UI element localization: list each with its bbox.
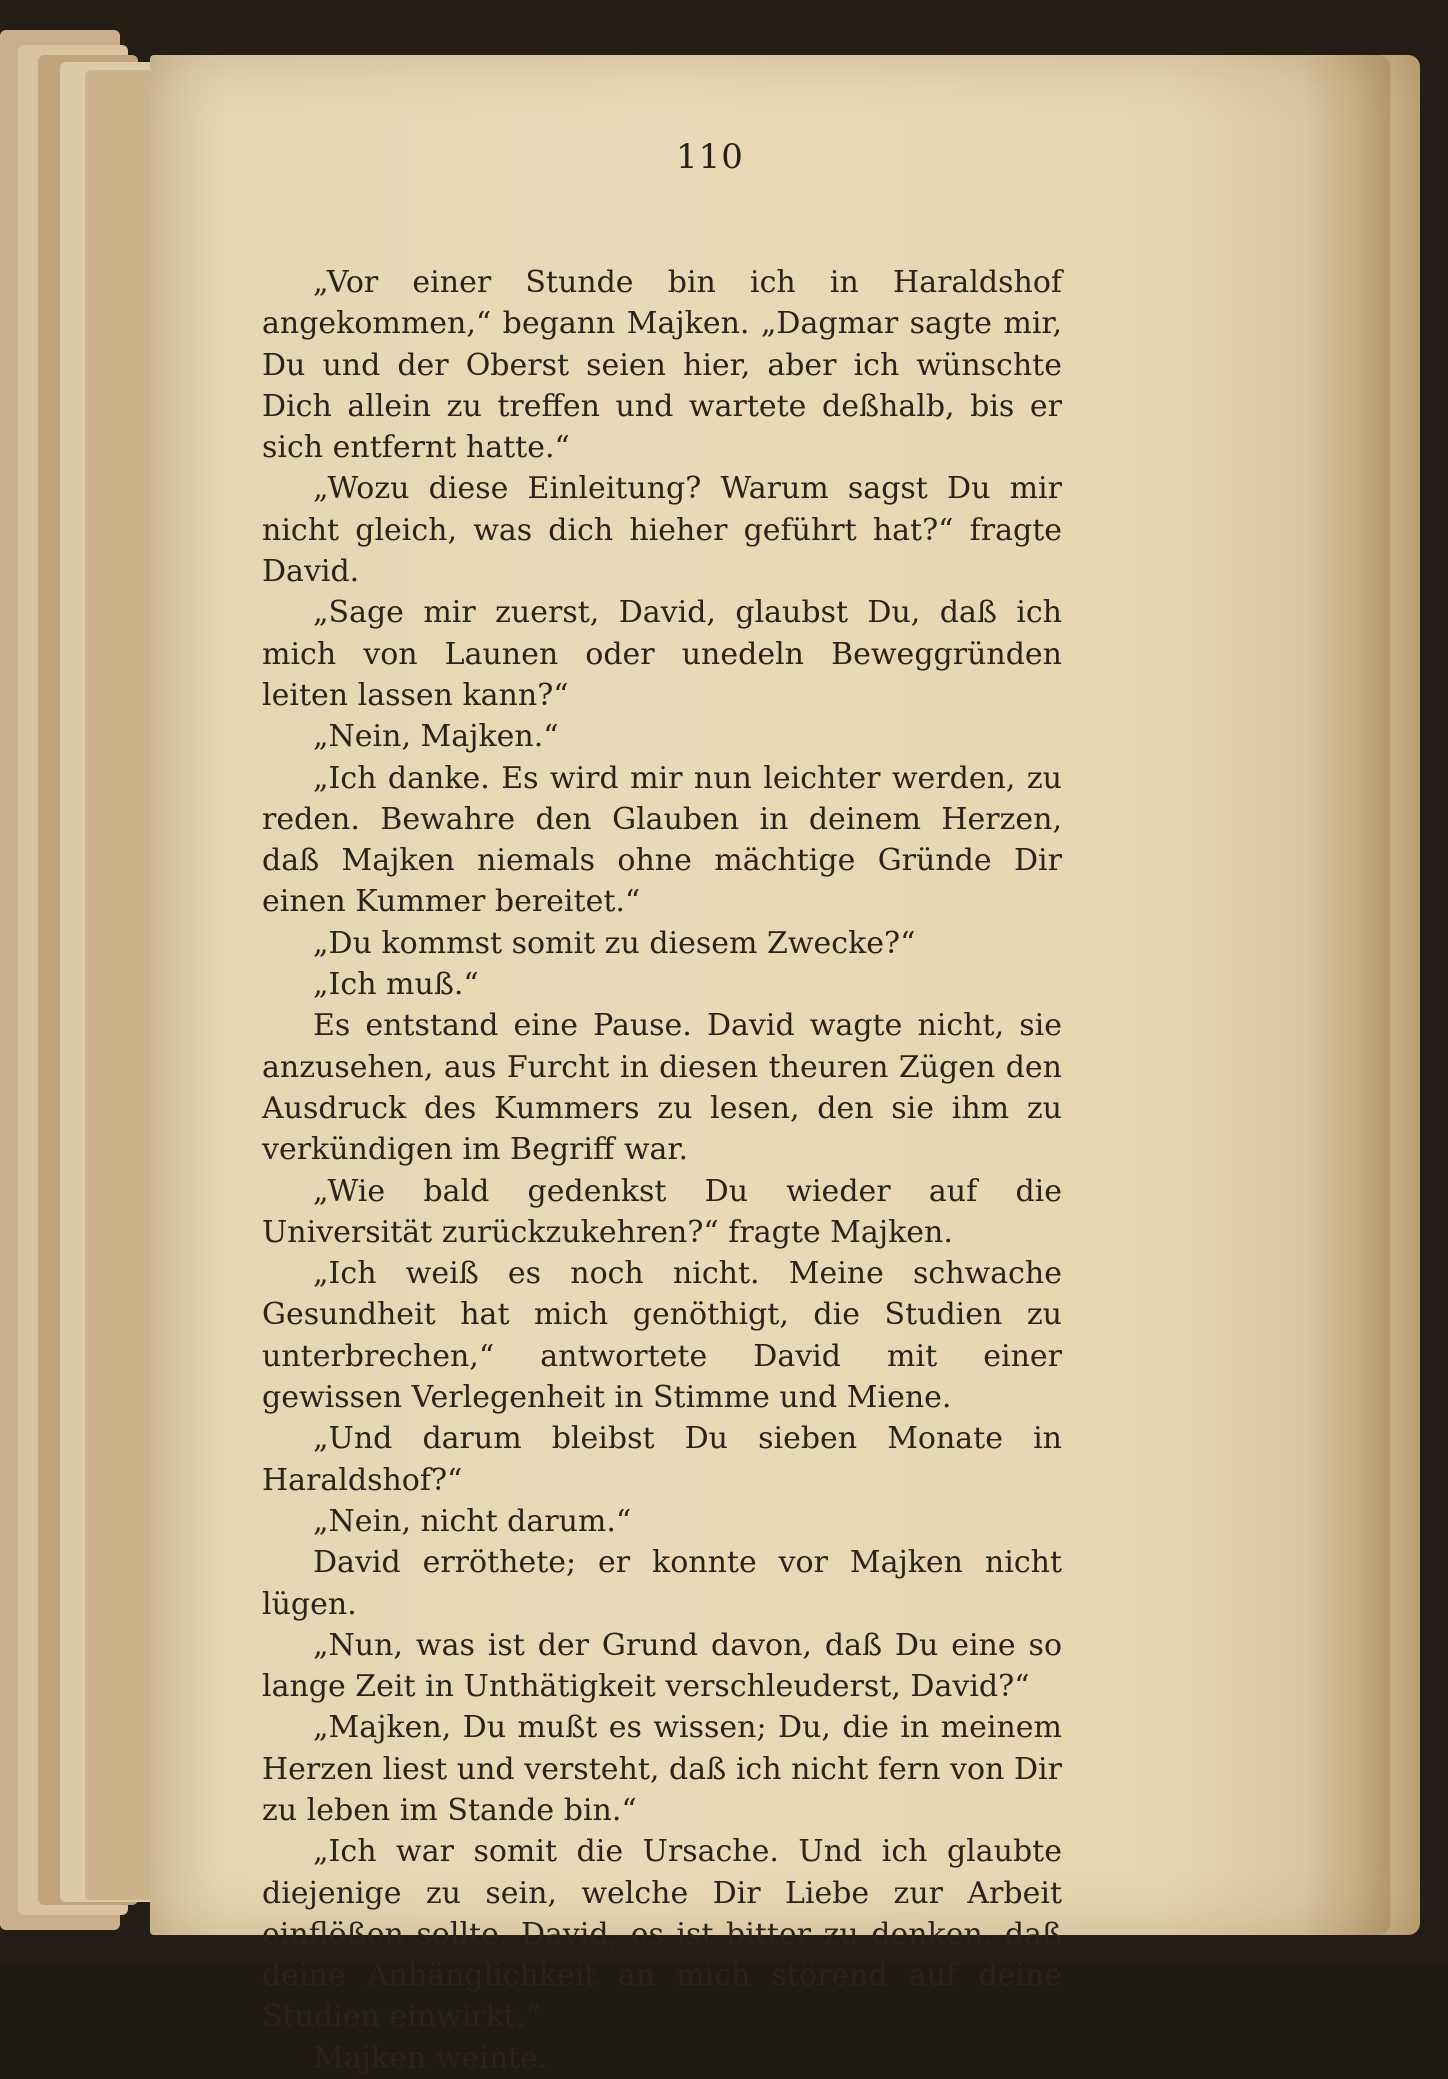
paragraph: „Du kommst somit zu diesem Zwecke?“ [313, 925, 916, 961]
paragraph: „Nun, was ist der Grund davon, daß Du eine so lange Zeit in Unthätigkeit verschleuderst, David?“ [262, 1627, 1062, 1705]
paragraph: „Ich muß.“ [313, 967, 479, 1003]
page-number: 110 [676, 137, 744, 177]
paragraph: Es entstand eine Pause. David wagte nicht, sie anzusehen, aus Furcht in diesen theuren Zügen den Ausdruck des Kummers zu lesen, den sie ihm zu verkündigen im Begriff war. [262, 1008, 1062, 1168]
paragraph: „Vor einer Stunde bin ich in Haraldshof angekommen,“ begann Majken. „Dagmar sagte mir, Du und der Oberst seien hier, aber ich wünschte Dich allein zu treffen und wartete deßhalb, bis er sich entfernt hatte.“ [262, 265, 1062, 466]
body-text [262, 262, 1062, 2079]
paragraph: „Nein, Majken.“ [313, 719, 559, 755]
paragraph: „Und darum bleibst Du sieben Monate in Haraldshof?“ [262, 1421, 1062, 1498]
page-gutter-shadow [1300, 55, 1390, 1935]
paragraph: „Ich war somit die Ursache. Und ich glaubte diejenige zu sein, welche Dir Liebe zur Arbeit einflößen sollte. David, es ist bitter zu denken, daß deine Anhänglichkeit an mich störend auf deine Studien einwirkt.“ [262, 1834, 1062, 2035]
paragraph: David erröthete; er konnte vor Majken nicht lügen. [262, 1545, 1062, 1622]
paragraph: „Nein, nicht darum.“ [313, 1503, 632, 1539]
paragraph: „Wozu diese Einleitung? Warum sagst Du mir nicht gleich, was dich hieher geführt hat?“ fragte David. [262, 471, 1062, 590]
paragraph: „Ich weiß es noch nicht. Meine schwache Gesundheit hat mich genöthigt, die Studien zu unterbrechen,“ antwortete David mit einer gewissen Verlegenheit in Stimme und Miene. [262, 1256, 1062, 1416]
paragraph: „Majken, Du mußt es wissen; Du, die in meinem Herzen liest und versteht, daß ich nicht fern von Dir zu leben im Stande bin.“ [262, 1710, 1062, 1828]
paragraph: „Sage mir zuerst, David, glaubst Du, daß ich mich von Launen oder unedeln Beweggründen leiten lassen kann?“ [262, 595, 1062, 713]
paragraph: „Wie bald gedenkst Du wieder auf die Universität zurückzukehren?“ fragte Majken. [262, 1173, 1062, 1250]
paragraph: „Ich danke. Es wird mir nun leichter werden, zu reden. Bewahre den Glauben in deinem Herzen, daß Majken niemals ohne mächtige Gründe Dir einen Kummer bereitet.“ [262, 760, 1062, 920]
paragraph: Majken weinte. [313, 2040, 548, 2076]
